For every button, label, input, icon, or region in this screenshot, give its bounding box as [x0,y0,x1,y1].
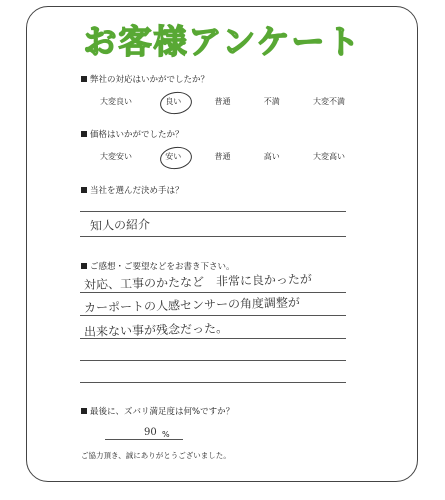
option-service-2[interactable] [165,96,181,107]
question-service [81,73,209,85]
survey-title: お客様アンケート [83,22,362,61]
answer-line [80,236,346,237]
satisfaction-value[interactable]: 90 [144,427,157,438]
question-price-label: 価格はいかがでしたか？ [90,130,184,140]
option-service-3[interactable]: 普通 [214,97,231,106]
option-price-4[interactable]: 高い [263,152,280,161]
question-satisfaction-label: 最後に、ズバリ満足度は何%ですか？ [90,407,235,417]
option-service-1[interactable]: 大変良い [100,97,132,106]
option-service-4[interactable]: 不満 [263,97,280,106]
option-service-2-label: 良い [165,97,182,106]
option-service-5[interactable]: 大変不満 [313,97,345,106]
question-reason [81,184,184,196]
comment-line-1[interactable]: 対応、工事のかたなど 非常に良かったが [83,272,313,292]
answer-line [80,338,346,339]
question-comments [81,260,235,272]
option-price-3[interactable]: 普通 [214,152,231,161]
answer-line [80,360,346,361]
answer-line [80,292,346,293]
question-reason-label: 当社を選んだ決め手は？ [90,186,184,196]
bullet-square [81,131,87,137]
answer-line [80,315,346,316]
question-comments-label: ご感想・ご要望などをお書き下さい。 [90,262,235,272]
bullet-square [81,263,87,269]
comment-line-2[interactable]: カーポートの人感センサーの角度調整が [83,295,301,315]
option-price-2-label: 安い [165,152,182,161]
options-price [100,151,345,162]
question-satisfaction [81,405,234,417]
bullet-square [81,187,87,193]
answer-line [80,382,346,383]
option-price-1[interactable]: 大変安い [100,152,132,161]
bullet-square [81,408,87,414]
answer-line [80,211,346,212]
satisfaction-unit: % [162,430,170,439]
option-price-5[interactable]: 大変高い [313,152,345,161]
question-price [81,128,184,140]
comment-line-3[interactable]: 出来ない事が残念だった。 [83,321,229,339]
options-service [100,96,345,107]
bullet-square [81,76,87,82]
satisfaction-line [105,439,183,440]
option-price-2[interactable] [165,151,181,162]
thanks-footer: ご協力頂き、誠にありがとうございました。 [81,451,231,460]
reason-answer[interactable]: 知人の紹介 [89,217,151,233]
question-service-label: 弊社の対応はいかがでしたか？ [90,75,210,85]
